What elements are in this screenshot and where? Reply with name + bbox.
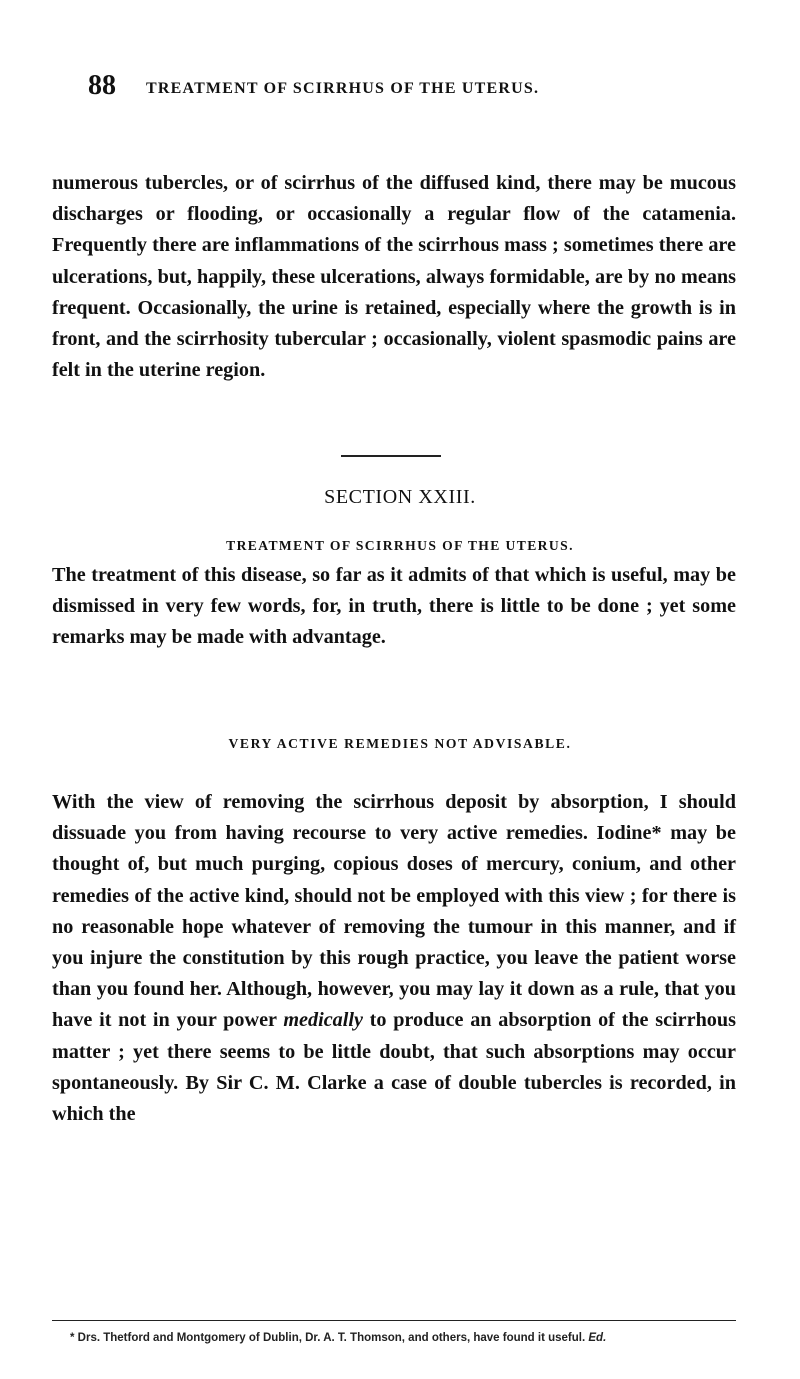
section-title: SECTION XXIII. [324,486,476,508]
footnote-signature: Ed. [588,1332,607,1344]
remedies-text-start: With the view of removing the scirrhous deposit by absorption, I should dissuade you from having recourse to very active remedies. Iodine* may be thought of, but much purging, copious doses of mercury, conium, and other remedies of the active kind, should not be employed with this view ; for there is no reasonable hope whatever of removing the tumour in this manner, and if you injure the constitution by this rough practice, you leave the patient worse than you found her. Although, however, you may lay it down as a rule, that you have it not in your power [52,791,736,1032]
body-paragraph-intro [52,560,736,654]
footnote [52,1330,736,1346]
emphasis-word: medically [283,1009,363,1032]
section-subtitle: TREATMENT OF SCIRRHUS OF THE UTERUS. [226,538,574,553]
footnote-text: * Drs. Thetford and Montgomery of Dublin, Dr. A. T. Thomson, and others, have found it useful. [70,1332,589,1344]
remedies-text-end: to produce an absorption of the scirrhous matter ; yet there seems to be little doubt, that such absorptions may occur spontaneously. By Sir C. M. Clarke a case of double tubercles is recorded, in which the [52,1009,736,1126]
intro-text: The treatment of this disease, so far as it admits of that which is useful, may be dismissed in very few words, for, in truth, there is little to be done ; yet some remarks may be made with advantage. [52,564,736,649]
body-paragraph-continued: numerous tubercles, or of scirrhus of the diffused kind, there may be mucous discharges or flooding, or occasionally a regular flow of the catamenia. Frequently there are inflammations of the scirrhous mass ; sometimes there are ulcerations, but, happily, these ulcerations, always formidable, are by no means frequent. Occasionally, the urine is retained, especially where the growth is in front, and the scirrhosity tubercular ; occasionally, violent spasmodic pains are felt in the uterine region. [52,172,736,382]
running-title: TREATMENT OF SCIRRHUS OF THE UTERUS. [146,80,540,97]
body-paragraph-remedies [52,787,736,1130]
section-divider-rule [341,455,441,457]
page-number: 88 [88,70,116,101]
running-head [88,70,728,110]
footnote-rule [52,1320,736,1321]
side-heading: VERY ACTIVE REMEDIES NOT ADVISABLE. [228,736,572,751]
